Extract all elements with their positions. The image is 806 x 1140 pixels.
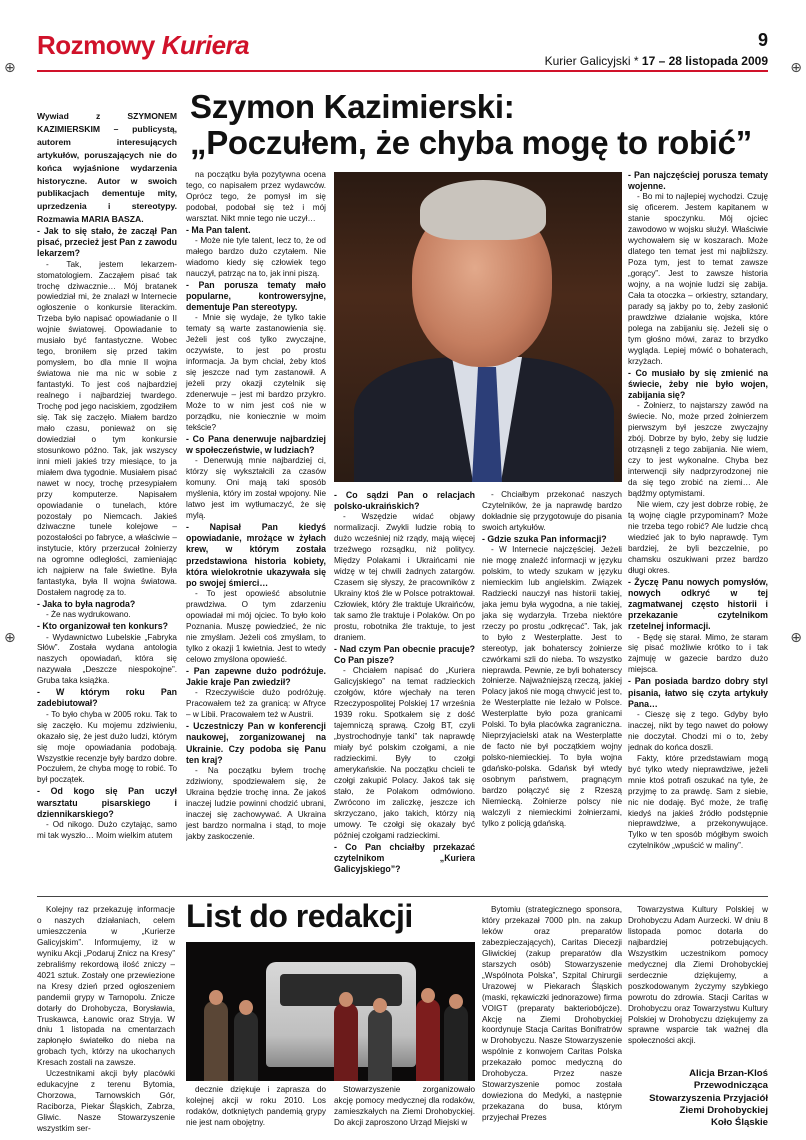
interview-question: - Gdzie szuka Pan informacji? bbox=[482, 533, 607, 544]
interview-answer: - Cieszę się z tego. Gdyby było inaczej, nikt by tego nawet do połowy nie doczytał. Chodzi mi o to, żeby jednak do końca doszli. bbox=[628, 709, 768, 752]
interview-answer: - Na początku byłem trochę zdziwiony, spodziewałem się, że Ukraina będzie trochę inna. Że jakoś inaczej ludzie powinni chodzić ubrani, inaczej się zachowywać. A Ukraina jest bardzo normalna i stąd, to moje jakby zaskoczenie. bbox=[186, 765, 326, 841]
interview-answer: Nie wiem, czy jest dobrze robię, że tą wojnę ciągle przypominam? Może nie trzeba tego robić? Ale ludzie chcą wiedzieć jak to było naprawdę. Tym bardziej, że byli bezczelnie, po chamsku oszukiwani przez bardzo długi okres. bbox=[628, 499, 768, 575]
interview-answer: - Chciałem napisać do „Kuriera Galicyjskiego” na temat radzieckich czołgów, które wjechały na teren Rzeczypospolitej Polskiej 17 września 1939 roku. Spotkałem się z dość tajemniczą sprawą. Czołg BT, czyli „bystrochodnyje tanki” tak naprawdę miały być polskim czołgami, a nie radzieckimi. Były to czołgi amerykańskie. Na początku chcieli te czołgi zakupić Polacy. Jakoś tak się stało, że Polakom odmówiono. Zwrócono im zaliczkę, jeszcze ich skrzyczano, jako takich, którzy nią umowy. Te czołgi się okazały być później czołgami radzieckimi. bbox=[334, 666, 475, 840]
interview-answer: - Od nikogo. Dużo czytając, samo mi tak wyszło… Moim wielkim atutem bbox=[37, 819, 177, 840]
interview-answer: - Żołnierz, to najstarszy zawód na świecie. No, może przed żołnierzem pierwszym był jeszcze zwyczajny zbój. Dobrze by było, żeby się ludzie otrząsnęli z tego zabijania. Nie wiem, czy to jest wykonalne. Chyba bez interwencji siły nadprzyrodzonej nie da się tego zrobić na ziemi… Ale bądźmy optymistami. bbox=[628, 401, 768, 498]
section-word-2: Kuriera bbox=[161, 30, 250, 60]
issue-date: 17 – 28 listopada 2009 bbox=[641, 54, 768, 68]
section-word-1: Rozmowy bbox=[37, 30, 155, 60]
interview-question: - Od kogo się Pan uczył warsztatu pisarskiego i dziennikarskiego? bbox=[37, 786, 177, 819]
letter-paragraph: Uczestnikami akcji były placówki edukacyjne z terenu Bytomia, Chorzowa, Tarnowskich Gór, Raciborza, Piekar Śląskich, Zabrza, Gliwic. Nasze Stowarzyszenie wszystkim ser- bbox=[37, 1069, 175, 1134]
letter-column-1 bbox=[37, 905, 175, 1140]
interview-question: - Pan najczęściej porusza tematy wojenne. bbox=[628, 170, 768, 192]
letter-signature bbox=[628, 1068, 768, 1129]
issue-line: Kurier Galicyjski * 17 – 28 listopada 2009 bbox=[544, 54, 768, 68]
letter-paragraph: decznie dziękuje i zaprasza do kolejnej akcji w roku 2010. Los rodaków, dotkniętych pandemią grypy nie jest nam obojętny. bbox=[186, 1085, 326, 1127]
article-column-2 bbox=[186, 170, 326, 890]
article-column-1 bbox=[37, 226, 177, 876]
section-divider bbox=[37, 896, 768, 897]
header-rule bbox=[37, 70, 768, 72]
page-number: 9 bbox=[757, 30, 768, 50]
signature-org: Ziemi Drohobyckiej bbox=[679, 1104, 768, 1116]
interview-question: - Jaka to była nagroda? bbox=[37, 599, 136, 610]
registration-mark-icon: ⊕ bbox=[4, 60, 16, 76]
interview-question: - Co musiało by się zmienić na świecie, żeby nie było wojen, zabijania się? bbox=[628, 367, 768, 401]
letter-column-4 bbox=[482, 905, 622, 1140]
interview-answer: - Tak, jestem lekarzem-stomatologiem. Zacząłem pisać tak trochę dziwacznie… Mój bratanek powiedział mi, że znalazł w Internecie ogłoszenie o konkursie literackim. Trzeba było napisać opowiadanie o II wojnie światowej. Opowiadanie to musiało być fantastyczne. Wobec tego, broniłem się przed takim pomysłem, bo dla mnie II wojna światowa nie ma nic w sobie z fantastyki. To jest coś najbardziej realnego i najbardziej twardego. Trochę pod jego naciskiem, zgodziłem się. Tak się zaczęło. Miałem bardzo mało czasu, ponieważ on się dowiedział o tym konkursie stosunkowo późno. Tak, jak wszyscy inni mieli jakieś trzy miesiące, to ja miałem dwa tygodnie. Musiałem pisać nawet w nocy, trochę przesypiałem przy komputerze. Napisałem opowiadanie o tunelach, które pozostały po Niemcach. Jakieś dziwaczne tunele kolejowe – pozostałości po fabryce, a właściwie – instytucie, który przerzucał żołnierzy na ogromne odległości, zamieniając ich najpierw na fale świetlne. Była fantastyka, była II wojna światowa. Dostałem nagrodę za to. bbox=[37, 259, 177, 598]
interview-answer: - Rzeczywiście dużo podróżuję. Pracowałem też za granicą: w Afryce – w Libii. Pracowałem też w Austrii. bbox=[186, 688, 326, 720]
interview-answer: - W Internecie najczęściej. Jeżeli nie mogę znaleźć informacji w języku polskim, to wtedy szukam w języku niemieckim lub angielskim. Związek Radziecki nauczył nas historii takiej, jaka jemu była wygodna, a nie takiej, jaka się wydarzyła. Trzeba niektóre rzeczy po prostu „odkręcać”. Tak, jak to było z Westerplatte. Jest to stereotyp, jak bohaterscy żołnierze czwórkami szli do nieba. To wszystko nieprawda. Pewnie, ze byli bohaterscy żołnierze. Najważniejszą rzeczą, jakiej Polacy jakoś nie mogą chwycić jest to, że Westerplatte nie leżało w Polsce. Westerplatte było poza granicami Polski. To była placówka zagraniczna. Nieprzyjacielski atak na Westerplatte de facto nie był początkiem wojny polsko-niemieckiej. To była wojna gdańsko-polska. Gdańsk był wtedy osobnym państwem, pragnącym bardzo połączyć się z Rzeszą Niemiecką. Żołnierze polscy nie walczyli z niemieckimi żołnierzami, tylko z policją gdańską. bbox=[482, 545, 622, 828]
article-headline-line-1: Szymon Kazimierski: bbox=[190, 88, 515, 125]
interview-answer: na początku była pozytywna ocena tego, co napisałem przez wydawców. Oprócz tego, że pomysł im się podobał, podobał się też i mój warsztat. Nikt mnie tego nie uczył… bbox=[186, 170, 326, 223]
interview-answer: - Chciałbym przekonać naszych Czytelników, że ja naprawdę bardzo dokładnie się przygotowuje do pisania swoich artykułów. bbox=[482, 490, 622, 532]
interview-answer: - Mnie się wydaje, że tylko takie tematy są warte zastanowienia się. Jeżeli jest coś tylko zwyczajne, oczywiste, to jest po prostu informacja. Ja bym chciał, żeby ktoś się jeszcze nad tym zastanowił. A jeżeli przy okazji czytelnik się zdenerwuje – jest mi bardzo przykro. Może to w nim jest coś nie w porządku, nie koniecznie w moim tekście? bbox=[186, 313, 326, 432]
interview-question: - Ma Pan talent. bbox=[186, 224, 251, 235]
registration-mark-icon: ⊕ bbox=[790, 60, 802, 76]
interview-answer: - To było chyba w 2005 roku. Tak to się zaczęło. Ku mojemu zdziwieniu, okazało się, że jest dużo ludzi, którym się moje opowiadania podobają. Wszystkie recenzje były bardzo dobre. Poczułem, że chyba mogę to robić. To był początek. bbox=[37, 709, 177, 785]
interview-question: - W którym roku Pan zadebiutował? bbox=[37, 687, 177, 709]
interview-answer: - Może nie tyle talent, lecz to, że od małego bardzo dużo czytałem. Nie wiadomo kiedy się człowiek tego nauczył, patrząc na to, jak inni piszą. bbox=[186, 235, 326, 278]
interview-answer: - Będę się starał. Mimo, że staram się pisać możliwie krótko to i tak zajmuję w gazecie bardzo dużo miejsca. bbox=[628, 632, 768, 675]
letter-column-5 bbox=[628, 905, 768, 1065]
interviewee-photo bbox=[334, 172, 622, 482]
interview-question: - Co sądzi Pan o relacjach polsko-ukraińskich? bbox=[334, 490, 475, 512]
letter-paragraph: Kolejny raz przekazuję informacje o naszych działaniach, celem umieszczenia w „Kurierze Galicyjskim”. Informujemy, iż w wyniku Akcji „Podaruj Znicz na Kresy” zebraliśmy rekordową ilość zniczy – 4021 sztuk. Zostały one przewiezione na Kresy dzień przed ogłoszeniem pandemii grypy w Tarnopolu. Znicze dotarły do Drohobycza, Borysławia, Truskawca, Łanowic oraz Stryja. W dniu 1 listopada na cmentarzach zapłonęło światełko do nieba na grobach tych, którzy na ukochanych Kresach zostali na zawsze. bbox=[37, 905, 175, 1068]
article-column-4 bbox=[482, 490, 622, 888]
letter-paragraph: Towarzystwa Kultury Polskiej w Drohobyczu Adam Aurzecki. W dniu 8 listopada pomoc dotarła do najbardziej potrzebujących. Wszystkim uczestnikom pomocy medycznej dla Ziemi Drohobyckiej serdecznie dziękujemy, a poszkodowanym życzymy szybkiego powrotu do zdrowia. Stacji Caritas w Drohobyczu oraz Towarzystwu Kultury Polskiej w Drohobyczu dziękujemy za sprawne wsparcie tak ważnej dla społeczności akcji. bbox=[628, 905, 768, 1046]
interview-answer: Fakty, które przedstawiam mogą być tylko wtedy nieprawdziwe, jeżeli mnie ktoś potrafi oszukać na tyle, że przyjmę to za prawdę. Sam z siebie, nic nie dodaję. Być może, że trafię kiedyś na jakieś źródło podstępnie nieprawdziwe, a przekonywujące. Tylko w ten sposób mógłbym swoich czytelników „wpuścić w maliny”. bbox=[628, 753, 768, 851]
interview-answer: - Denerwują mnie najbardziej ci, którzy się wykształcili za czasów komuny. Oni mają taki sposób myślenia, który im został wpojony. Nie latwo jest im wytłumaczyć, że się mylą. bbox=[186, 456, 326, 521]
interview-answer: - Wydawnictwo Lubelskie „Fabryka Słów”. Została wydana antologia naszych opowiadań, która się nazywała „Deszcze niespokojne”. Gruba taka książka. bbox=[37, 632, 177, 686]
convoy-photo bbox=[186, 942, 475, 1081]
interview-question: - Jak to się stało, że zaczął Pan pisać, przecież jest Pan z zawodu lekarzem? bbox=[37, 226, 177, 259]
signature-org: Stowarzyszenia Przyjaciół bbox=[649, 1092, 768, 1104]
interview-answer: - To jest opowieść absolutnie prawdziwa. O tym zdarzeniu opowiadał mi mój ojciec. To było koło Poznania. Muszę powiedzieć, że nic nie zmyślam. Jeżeli coś zmyślam, to tylko z okazji 1 kwietnia. Jest to wtedy celowo zmyślona opowieść. bbox=[186, 589, 326, 664]
letter-paragraph: Stowarzyszenie zorganizowało akcję pomocy medycznej dla rodaków, zamieszkałych na Ziemi Drohobyckiej. Do akcji zaproszono Urząd Miejski w bbox=[334, 1085, 475, 1127]
interview-question: - Pan posiada bardzo dobry styl pisania, łatwo się czyta artykuły Pana… bbox=[628, 676, 768, 709]
interview-question: - Kto organizował ten konkurs? bbox=[37, 621, 168, 632]
article-column-5 bbox=[628, 170, 768, 890]
letter-headline: List do redakcji bbox=[186, 898, 413, 934]
interview-question: - Co Pan chciałby przekazać czytelnikom „Kuriera Galicyjskiego”? bbox=[334, 841, 475, 874]
letter-column-2 bbox=[186, 1085, 326, 1140]
registration-mark-icon: ⊕ bbox=[4, 630, 16, 646]
article-headline-line-2: „Poczułem, że chyba mogę to robić” bbox=[190, 124, 752, 161]
registration-mark-icon: ⊕ bbox=[790, 630, 802, 646]
interview-question: - Życzę Panu nowych pomysłów, nowych odkryć w tej zagmatwanej często historii i przekazanie czytelnikom rzetelnej informacji. bbox=[628, 576, 768, 632]
signature-name: Alicja Brzan-Kloś bbox=[689, 1068, 768, 1079]
publication-name: Kurier Galicyjski bbox=[544, 54, 631, 68]
interview-answer: - Że nas wydrukowano. bbox=[46, 610, 131, 620]
signature-role: Przewodnicząca bbox=[693, 1080, 768, 1092]
signature-org: Koło Śląskie bbox=[710, 1117, 768, 1129]
letter-paragraph: Bytomiu (strategicznego sponsora, który przekazał 7000 pln. na zakup leków oraz preparatów zabezpieczających), Caritas Diecezji Gliwickiej (zakup preparatów dla starszych osób) Stowarzyszenie „Wspólnota Polska”, Szpital Chirurgii Urazowej w Piekarach Śląskich (maski, rękawiczki jednorazowe) firma VOIGT (preparaty bakteriobójcze). Akcję na Ziemi Drohobyckiej koordynuje Stacja Caritas Bonifratrów w Drohobyczu. Nasze Stowarzyszenie wspólnie z konwojem Caritas Polska przekazało pomoc medyczną do Drohobycza. Przez nasze Stowarzyszenie pomoc została dowieziona do Medyki, a następnie przekazana do busa, którym przyjechał Prezes bbox=[482, 905, 622, 1123]
interview-question: - Pan porusza tematy mało popularne, kontrowersyjne, dementuje Pan stereotypy. bbox=[186, 279, 326, 313]
interview-question: - Uczestniczy Pan w konferencji naukowej, zorganizowanej na Ukrainie. Czy podoba się Panu ten kraj? bbox=[186, 721, 326, 765]
section-title bbox=[37, 30, 249, 61]
article-column-3 bbox=[334, 490, 475, 888]
letter-column-3 bbox=[334, 1085, 475, 1140]
interview-question: - Napisał Pan kiedyś opowiadanie, mrożące w żyłach krew, w którym została przedstawiona historia kobiety, która wielokrotnie ukazywała się po swojej śmierci… bbox=[186, 522, 326, 589]
interview-answer: - Wszędzie widać objawy normalizacji. Zwykli ludzie robią to dużo wcześniej niż rządy, mają więcej trzeźwego rozsądku, niż politycy. Między Polakami i Ukraińcami nie widzę w tej chwili żadnych zatargów. Czasem się słyszy, że pracowników z Ukrainy ktoś źle w Polsce potraktował. Człowiek, który źle traktuje Ukraińców, tak samo źle traktuje i Polaków. On po prostu, robotnika źle traktuje, to jest draniem. bbox=[334, 512, 475, 642]
interview-answer: - Bo mi to najlepiej wychodzi. Czuję się oficerem. Jestem kapitanem w stanie spoczynku. Mój ojciec zawodowo w wojsku służył. Właściwie wychowałem się w koszarach. Może dlatego ten temat jest mi najbliższy. Poza tym, jest to temat zawsze „gorący”. Jest to zawsze historia wojny, a na wojnie ludzi się zabija. Cała ta otoczka – orkiestry, sztandary, parady są jakby po to, żeby zasłonić prawdziwe działanie wojska, które polega na zabijaniu się. Jeżeli się o tym głośno mówi, zaraz to brzydko wygląda. Lepiej mówić o bohaterach, krzyżach. bbox=[628, 192, 768, 366]
interview-question: - Co Pana denerwuje najbardziej w społeczeństwie, w ludziach? bbox=[186, 433, 326, 456]
article-lead: Wywiad z SZYMONEM KAZIMIERSKIM – publicystą, autorem interesujących artykułów, poruszających nie do końca wyjaśnione wydarzenia historyczne. Autor w swoich publikacjach dementuje mity, uprzedzenia i stereotypy. Rozmawia MARIA BASZA. bbox=[37, 111, 177, 225]
interview-question: - Pan zapewne dużo podróżuje. Jakie kraje Pan zwiedził? bbox=[186, 665, 326, 688]
interview-question: - Nad czym Pan obecnie pracuje? Co Pan pisze? bbox=[334, 643, 475, 666]
